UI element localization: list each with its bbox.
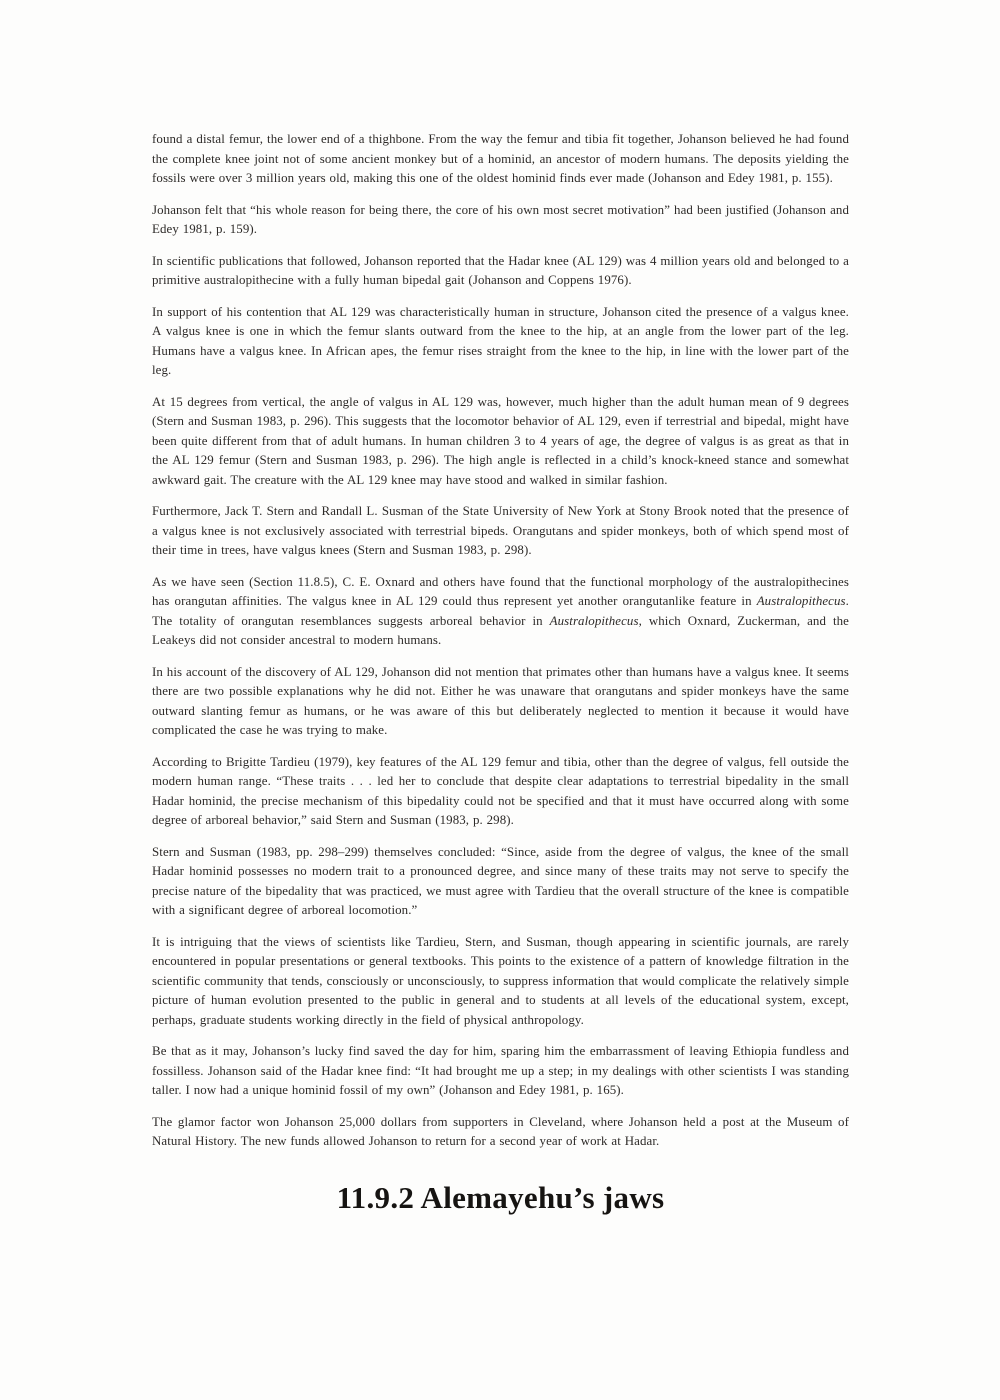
body-text: , which Oxnard, Zuckerman, and the Leakeys did not consider ancestral to modern humans. [152, 613, 849, 647]
text-column [152, 130, 849, 1216]
body-text: In scientific publications that followed, Johanson reported that the Hadar knee (AL 129) was 4 million years old and belonged to a primitive australopithecine with a fully human bipedal gait (Johanson and Coppens 1976). [152, 253, 849, 287]
body-text: According to Brigitte Tardieu (1979), key features of the AL 129 femur and tibia, other than the degree of valgus, fell outside the modern human range. “These traits . . . led her to conclude that despite clear adaptations to terrestrial bipedality in the small Hadar hominid, the precise mechanism of this bipedality could not be specified and that it must have occurred along with some degree of arboreal behavior,” said Stern and Susman (1983, p. 298). [152, 754, 849, 827]
body-text: Be that as it may, Johanson’s lucky find saved the day for him, sparing him the embarrassment of leaving Ethiopia fundless and fossilless. Johanson said of the Hadar knee find: “It had brought me up a step; in my dealings with other scientists I was standing taller. I now had a unique hominid fossil of my own” (Johanson and Edey 1981, p. 165). [152, 1044, 849, 1097]
paragraph [152, 1042, 849, 1101]
italic-text: Australopithecus [756, 594, 846, 608]
paragraph [152, 843, 849, 921]
paragraph [152, 753, 849, 831]
paragraph [152, 393, 849, 491]
body-text: As we have seen (Section 11.8.5), C. E. Oxnard and others have found that the functional morphology of the australopithecines has orangutan affinities. The valgus knee in AL 129 could thus represent yet another orangutanlike feature in [152, 574, 849, 608]
body-text: Furthermore, Jack T. Stern and Randall L. Susman of the State University of New York at Stony Brook noted that the presence of a valgus knee is not exclusively associated with terrestrial bipeds. Orangutans and spider monkeys, both of which spend most of their time in trees, have valgus knees (Stern and Susman 1983, p. 298). [152, 504, 849, 557]
body-text: Johanson felt that “his whole reason for being there, the core of his own most secret motivation” had been justified (Johanson and Edey 1981, p. 159). [152, 202, 849, 236]
paragraph [152, 573, 849, 651]
body-text: The glamor factor won Johanson 25,000 dollars from supporters in Cleveland, where Johanson held a post at the Museum of Natural History. The new funds allowed Johanson to return for a second year of work at Hadar. [152, 1114, 849, 1148]
paragraph [152, 663, 849, 741]
body-text: In his account of the discovery of AL 129, Johanson did not mention that primates other than humans have a valgus knee. It seems there are two possible explanations why he did not. Either he was unaware that orangutans and spider monkeys have the same outward slanting femur as humans, or he was aware of this but deliberately neglected to mention it because it would have complicated the case he was trying to make. [152, 664, 849, 737]
paragraph [152, 252, 849, 291]
document-body [152, 130, 849, 1152]
body-text: At 15 degrees from vertical, the angle of valgus in AL 129 was, however, much higher than the adult human mean of 9 degrees (Stern and Susman 1983, p. 296). This suggests that the locomotor behavior of AL 129, even if terrestrial and bipedal, might have been quite different from that of adult humans. In human children 3 to 4 years of age, the degree of valgus is as great as that in the AL 129 femur (Stern and Susman 1983, p. 296). The high angle is reflected in a child’s knock-kneed stance and somewhat awkward gait. The creature with the AL 129 knee may have stood and walked in similar fashion. [152, 394, 849, 487]
body-text: In support of his contention that AL 129 was characteristically human in structure, Johanson cited the presence of a valgus knee. A valgus knee is one in which the femur slants outward from the knee to the hip, at an angle from the lower part of the leg. Humans have a valgus knee. In African apes, the femur rises straight from the knee to the hip, in line with the lower part of the leg. [152, 304, 849, 377]
paragraph [152, 502, 849, 561]
paragraph [152, 130, 849, 189]
italic-text: Australopithecus [549, 613, 639, 628]
body-text: Stern and Susman (1983, pp. 298–299) themselves concluded: “Since, aside from the degree of valgus, the knee of the small Hadar hominid possesses no modern trait to a pronounced degree, and since many of these traits may not serve to specify the precise nature of the bipedality that was practiced, we must agree with Tardieu that the overall structure of the knee is compatible with a significant degree of arboreal locomotion.” [152, 844, 849, 917]
body-text: It is intriguing that the views of scientists like Tardieu, Stern, and Susman, though appearing in scientific journals, are rarely encountered in popular presentations or general textbooks. This points to the existence of a pattern of knowledge filtration in the scientific community that tends, consciously or unconsciously, to suppress information that would complicate the relatively simple picture of human evolution presented to the public in general and to students at all levels of the educational system, except, perhaps, graduate students working directly in the field of physical anthropology. [152, 934, 849, 1027]
paragraph [152, 1113, 849, 1152]
paragraph [152, 303, 849, 381]
section-heading: 11.9.2 Alemayehu’s jaws [336, 1179, 665, 1215]
paragraph [152, 933, 849, 1031]
body-text: . The totality of orangutan resemblances suggests arboreal behavior in [152, 594, 849, 628]
body-text: found a distal femur, the lower end of a thighbone. From the way the femur and tibia fit together, Johanson believed he had found the complete knee joint not of some ancient monkey but of a hominid, an ancestor of modern humans. The deposits yielding the fossils were over 3 million years old, making this one of the oldest hominid finds ever made (Johanson and Edey 1981, p. 155). [152, 132, 849, 185]
paragraph [152, 201, 849, 240]
